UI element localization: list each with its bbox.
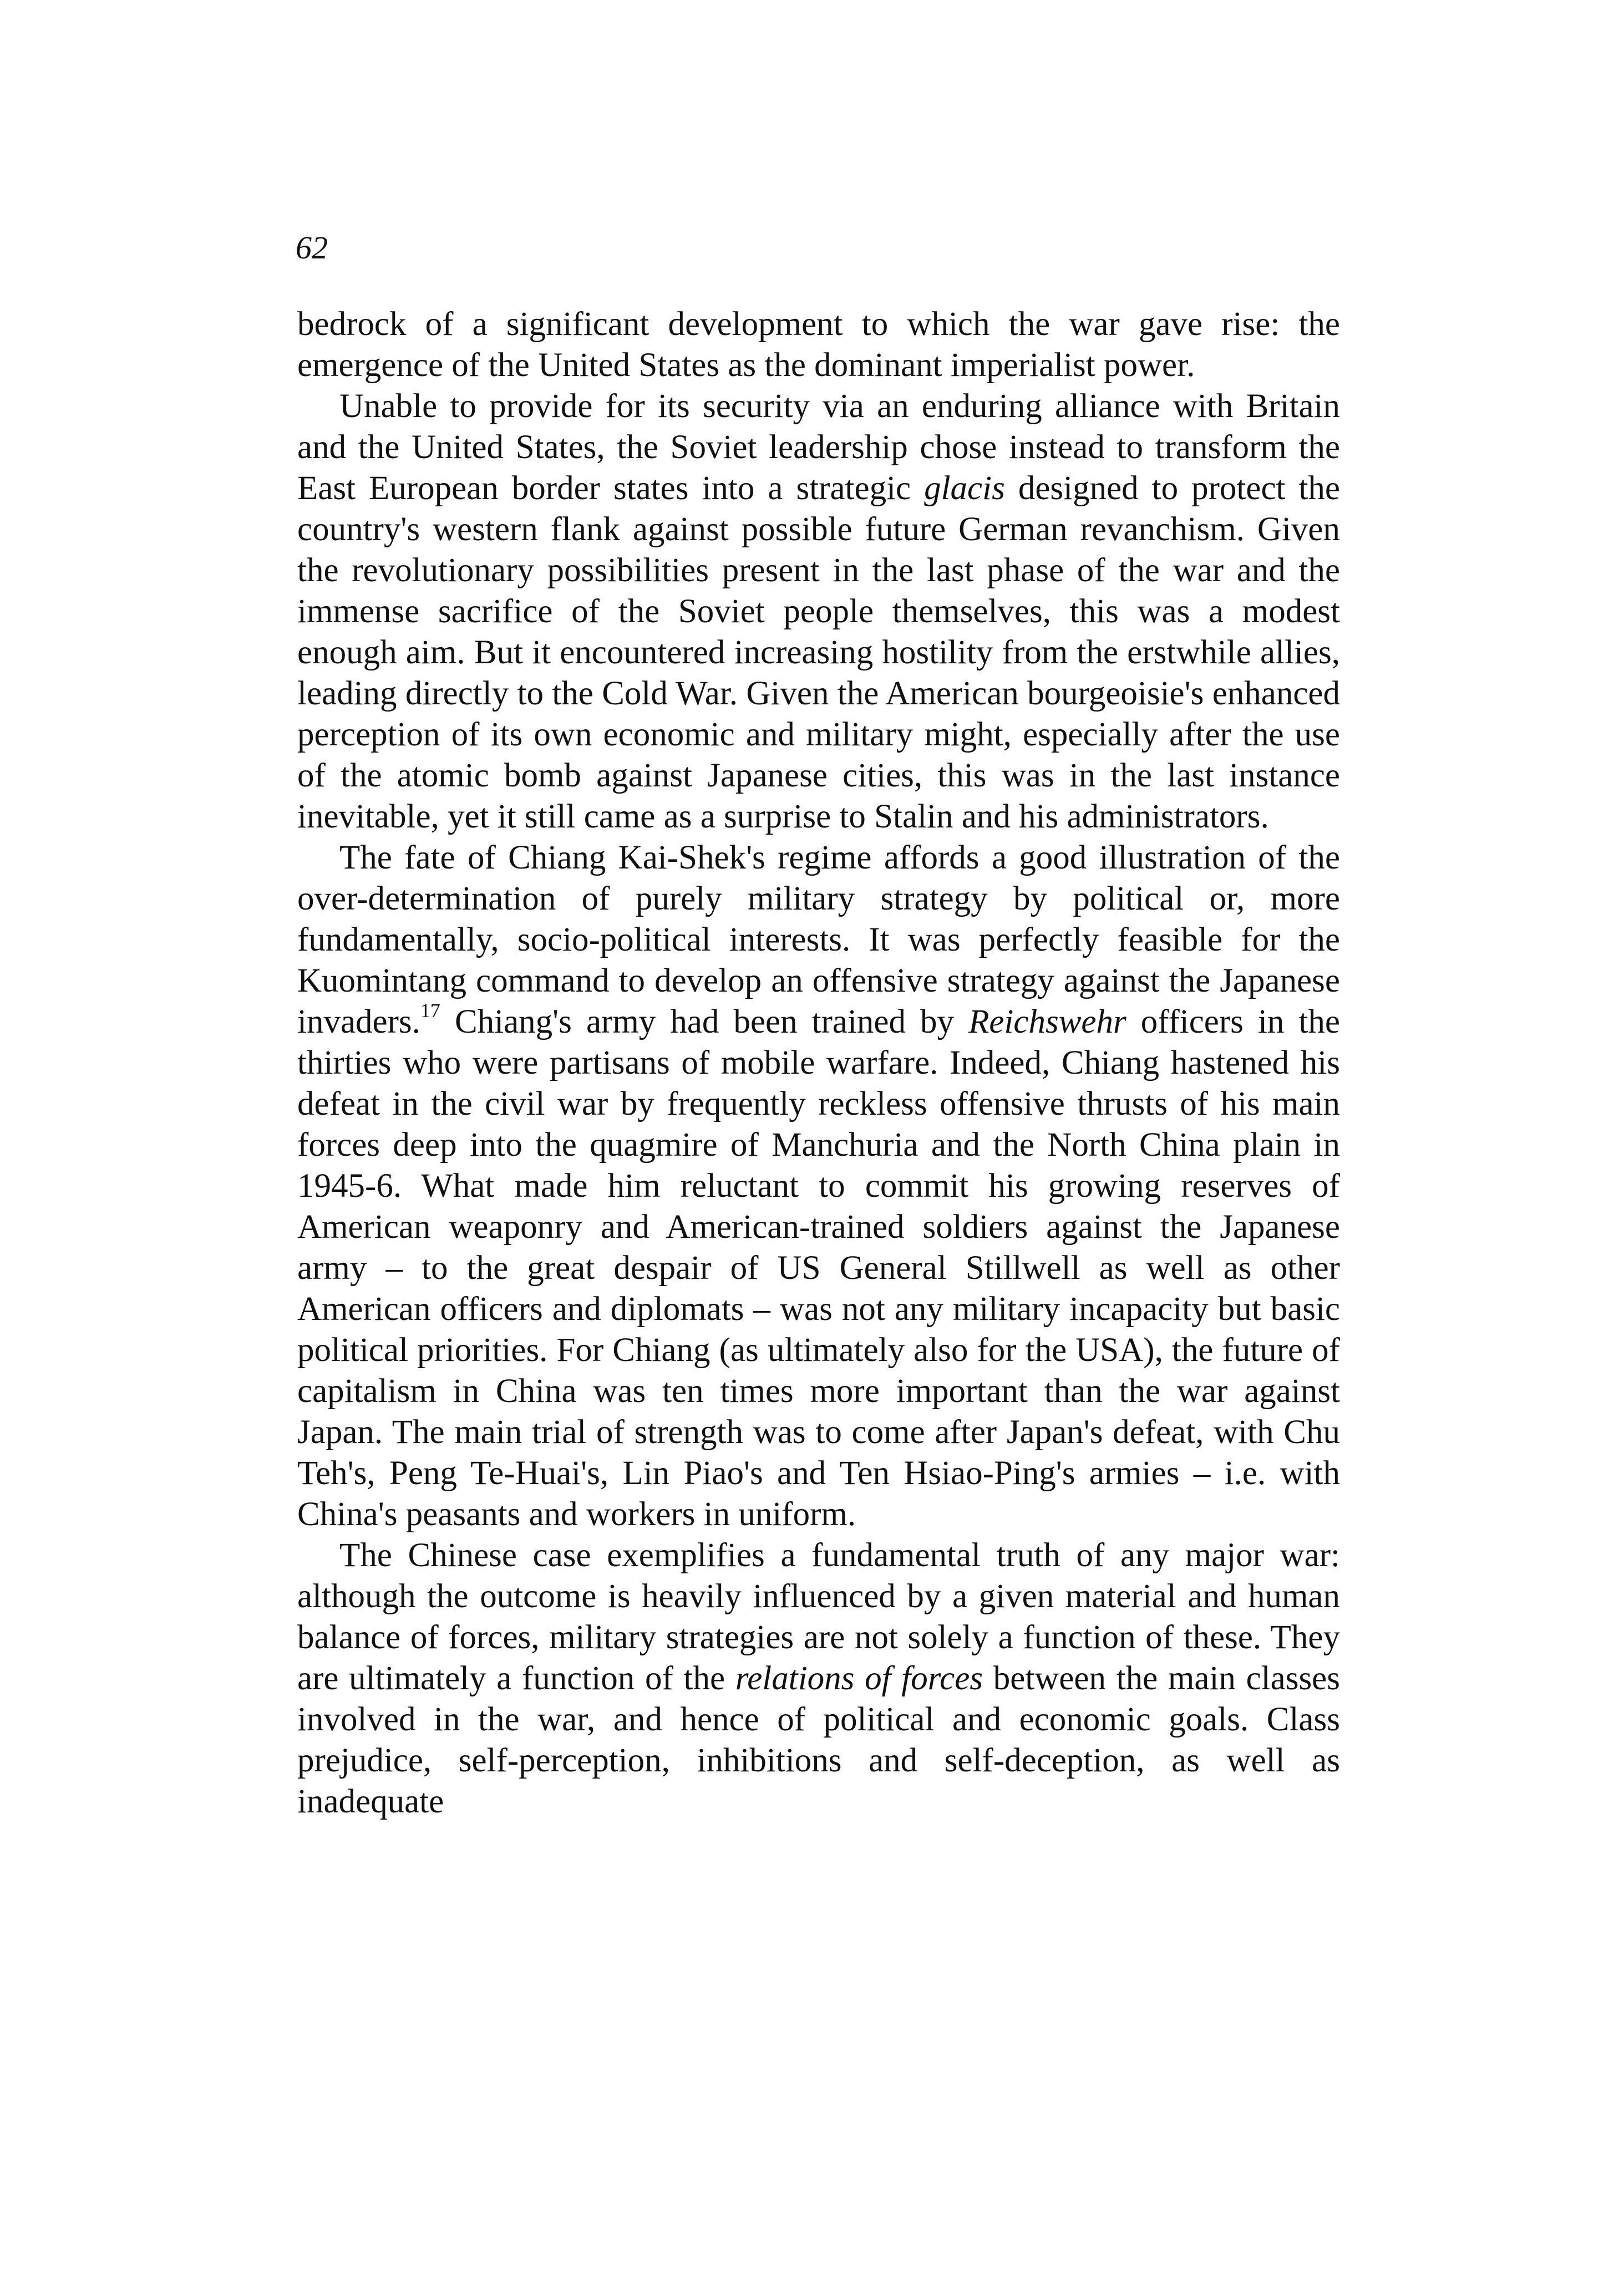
text-body: [297, 304, 1340, 1822]
text-segment: Chiang's army had been trained by: [440, 1003, 969, 1040]
italic-term-relations-of-forces: relations of forces: [735, 1660, 983, 1697]
page-number: 62: [296, 230, 328, 266]
footnote-marker: 17: [420, 999, 440, 1022]
paragraph-1: [297, 304, 1340, 386]
italic-term-glacis: glacis: [924, 470, 1005, 507]
paragraph-4: [297, 1535, 1340, 1822]
text-segment: bedrock of a significant development to which the war gave rise: the emergence of the United States as the dominant imperialist power.: [297, 306, 1340, 384]
text-segment: officers in the thirties who were partisans of mobile warfare. Indeed, Chiang hastened his defeat in the civil war by frequently reckless offensive thrusts of his main forces deep into the quagmire of Manchuria and the North China plain in 1945-6. What made him reluctant to commit his growing reserves of American weaponry and American-trained soldiers against the Japanese army – to the great despair of US General Stillwell as well as other American officers and diplomats – was not any military incapacity but basic political priorities. For Chiang (as ultimately also for the USA), the future of capitalism in China was ten times more important than the war against Japan. The main trial of strength was to come after Japan's defeat, with Chu Teh's, Peng Te-Huai's, Lin Piao's and Ten Hsiao-Ping's armies – i.e. with China's peasants and workers in uniform.: [297, 1003, 1340, 1533]
text-segment: designed to protect the country's western flank against possible future German revanchism. Given the revolutionary possibilities present in the last phase of the war and the immense sacrifice of the Soviet people themselves, this was a modest enough aim. But it encountered increasing hostility from the erstwhile allies, leading directly to the Cold War. Given the American bourgeoisie's enhanced perception of its own economic and military might, especially after the use of the atomic bomb against Japanese cities, this was in the last instance inevitable, yet it still came as a surprise to Stalin and his administrators.: [297, 470, 1340, 835]
paragraph-3: [297, 837, 1340, 1535]
italic-term-reichswehr: Reichswehr: [968, 1003, 1126, 1040]
text-segment: between the main classes involved in the war, and hence of political and economic goals. Class prejudice, self-perception, inhibitions and self-deception, as well as inadequate: [297, 1660, 1341, 1820]
text-segment: The fate of Chiang Kai-Shek's regime affords a good illustration of the over-determination of purely military strategy by political or, more fundamentally, socio-political interests. It was perfectly feasible for the Kuomintang command to develop an offensive strategy against the Japanese invaders.: [297, 839, 1340, 1040]
text-segment: The Chinese case exemplifies a fundamental truth of any major war: although the outcome is heavily influenced by a given material and human balance of forces, military strategies are not solely a function of these. They are ultimately a function of the: [297, 1537, 1340, 1697]
text-segment: Unable to provide for its security via an enduring alliance with Britain and the United States, the Soviet leadership chose instead to transform the East European border states into a strategic: [297, 388, 1340, 507]
paragraph-2: [297, 386, 1340, 837]
